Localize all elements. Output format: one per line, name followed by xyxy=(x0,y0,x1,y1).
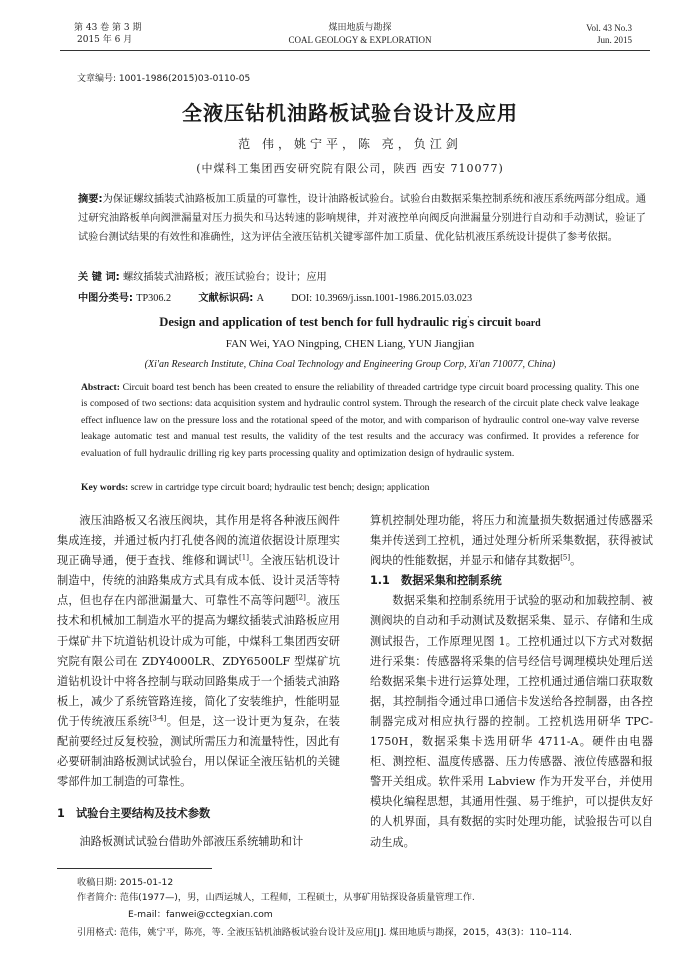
keywords-cn-text: 螺纹插装式油路板；液压试验台；设计；应用 xyxy=(122,272,327,283)
abstract-cn xyxy=(78,190,646,247)
keywords-en-label: Key words: xyxy=(81,482,129,493)
journal-name xyxy=(220,22,500,46)
journal-name-cn: 煤田地质与勘探 xyxy=(328,23,392,33)
volume-issue-cn: 第 43 卷 第 3 期 xyxy=(74,23,142,33)
body-text: 。液压技术和机械加工制造水平的提高为螺纹插装式油路板应用于煤矿井下坑道钻机设计成为可能，中煤科工集团西安研究院有限公司在 ZDY4000LR、ZDY6500LF 型煤矿坑道钻机设计中将各控制与联动回路集成于一个插装式油路板上，减少了系统管路连接，简化了安装维护，性能明显优于传统液压系统 xyxy=(57,594,340,728)
author-bio: 作者简介: 范伟(1977—)，男，山西运城人，工程师，工程硕士，从事矿用钻探设备质量管理工作. xyxy=(77,892,475,903)
clc-value: TP306.2 xyxy=(136,293,172,304)
paper-title-en-tail: board xyxy=(515,318,541,329)
keywords-cn-label: 关 键 词: xyxy=(78,272,120,283)
body-paragraph xyxy=(370,511,653,571)
keywords-en-text: screw in cartridge type circuit board; hydraulic test bench; design; application xyxy=(130,482,430,493)
citation-format: 引用格式: 范伟，姚宁平，陈亮，等. 全液压钻机油路板试验台设计及应用[J]. 煤田地质与勘探，2015，43(3)：110–114. xyxy=(77,927,572,938)
classification-line xyxy=(78,291,472,307)
affiliation-en: (Xi'an Research Institute, China Coal Technology and Engineering Group Corp, Xi'an 710077, China) xyxy=(144,359,556,370)
received-date: 收稿日期: 2015-01-12 xyxy=(77,877,174,888)
paper-title-cn: 全液压钻机油路板试验台设计及应用 xyxy=(182,101,518,125)
citation-ref[interactable]: [5] xyxy=(560,553,571,562)
abstract-en-text: Circuit board test bench has been created to ensure the reliability of threaded cartridge type circuit board processing quality. This one is composed of two sections: data acquisition system and hydraulic control system. Through the research of the circuit plate check valve leakage effect influence law on the pressure loss and the rotational speed of the motor, and with comparison of hydraulic control one-way valve reverse leakage automatic test and manual test results, the validity of the test results and the accuracy was confirmed. It provides a reference for evaluation of full hydraulic drilling rig key parts processing quality and optimization design of hydraulic system. xyxy=(81,382,639,459)
body-text: 。 xyxy=(570,554,582,568)
abstract-cn-text: 为保证螺纹插装式油路板加工质量的可靠性，设计油路板试验台。试验台由数据采集控制系统和液压系统两部分组成。通过研究油路板单向阀泄漏量对压力损失和马达转速的影响规律，并对液控单向阀反向泄漏量分别进行自动和手动测试，验证了试验台测试结果的有效性和准确性，这为评估全液压钻机关键零部件加工质量、优化钻机液压系统设计提供了参考依据。 xyxy=(78,194,647,243)
header-rule xyxy=(60,50,650,51)
paper-title-en xyxy=(0,315,700,330)
journal-name-en: COAL GEOLOGY & EXPLORATION xyxy=(288,35,432,45)
body-paragraph: 油路板测试试验台借助外部液压系统辅助和计 xyxy=(79,835,304,849)
date-en: Jun. 2015 xyxy=(596,35,632,45)
body-paragraph: 数据采集和控制系统用于试验的驱动和加载控制、被测阀块的自动和手动测试及数据采集、显示、存储和生成测试报告，工作原理见图 1。工控机通过以下方式对数据进行采集：传感器将采集的信号经信号调理模块处理后送给数据采集卡进行运算处理，工控机通过通信端口获取数据，其控制指令通过串口通信卡发送给各控制器，由各控制器完成对相应执行器的控制。工控机选用研华 TPC-1750H，数据采集卡选用研华 4711-A。硬件由电器柜、测控柜、温度传感器、压力传感器、液位传感器和报警开关组成。软件采用 Labview 作为开发平台，并使用模块化编程思想，其通用性强、易于维护，可以提供友好的人机界面，具有数据的实时处理功能，试验报告可以自动生成。 xyxy=(370,594,653,849)
keywords-cn xyxy=(78,270,327,286)
abstract-en xyxy=(81,380,639,462)
journal-issue-cn xyxy=(74,22,141,46)
body-text: 。全液压钻机设计制造中，传统的油路集成方式具有成本低、设计灵活等特点，但也存在内部泄漏量大、可靠性不高等问题 xyxy=(57,554,340,608)
citation-ref[interactable]: [2] xyxy=(295,593,306,602)
doc-code-label: 文献标识码: xyxy=(198,293,254,304)
authors-en: FAN Wei, YAO Ningping, CHEN Liang, YUN Jiangjian xyxy=(225,338,475,350)
abstract-cn-label: 摘要: xyxy=(78,194,103,205)
author-email[interactable]: E-mail：fanwei@cctegxian.com xyxy=(128,909,273,920)
volume-issue-en: Vol. 43 No.3 xyxy=(586,23,632,33)
authors-cn: 范 伟，姚宁平，陈 亮，负江剑 xyxy=(238,137,462,151)
article-number: 文章编号: 1001-1986(2015)03-0110-05 xyxy=(77,74,251,84)
date-cn: 2015 年 6 月 xyxy=(77,35,133,45)
doc-code-value: A xyxy=(256,293,264,304)
journal-issue-en xyxy=(586,22,632,46)
body-right-column xyxy=(370,511,653,853)
abstract-en-label: Abstract: xyxy=(81,382,120,393)
paper-title-en-main: Design and application of test bench for full hydraulic rig xyxy=(159,315,468,329)
body-paragraph xyxy=(57,511,340,792)
affiliation-cn: (中煤科工集团西安研究院有限公司，陕西 西安 710077) xyxy=(196,162,504,175)
doi: DOI: 10.3969/j.issn.1001-1986.2015.03.023 xyxy=(291,293,473,304)
paper-title-en-s: s circuit xyxy=(469,315,513,329)
footnote-rule xyxy=(57,868,212,869)
body-text: 液压油路板又名液压阀块，其作用是将各种液压阀件集成连接，并通过板内打孔使各阀的流道依据设计原理实现正确导通，便于查找、维修和调试 xyxy=(57,514,340,568)
body-left-column xyxy=(57,511,340,853)
citation-ref[interactable]: [3-4] xyxy=(149,714,167,723)
body-text: 。但是，这一设计更为复杂，在装配前要经过反复校验，测试所需压力和流量特性，因此有必要研制油路板测试试验台，用以保证全液压钻机的关键零部件加工制造的可靠性。 xyxy=(57,714,340,789)
body-text: 算机控制处理功能，将压力和流量损失数据通过传感器采集并传送到工控机，通过处理分析所采集数据，获得被试阀块的性能数据，并显示和储存其数据 xyxy=(370,514,653,568)
keywords-en xyxy=(81,481,429,495)
section-heading-1: 1 试验台主要结构及技术参数 xyxy=(57,807,211,821)
clc-label: 中图分类号: xyxy=(78,293,134,304)
citation-ref[interactable]: [1] xyxy=(239,553,249,562)
paper-title-en-apostrophe: ' xyxy=(467,314,470,323)
section-heading-1-1: 1.1 数据采集和控制系统 xyxy=(370,574,502,588)
